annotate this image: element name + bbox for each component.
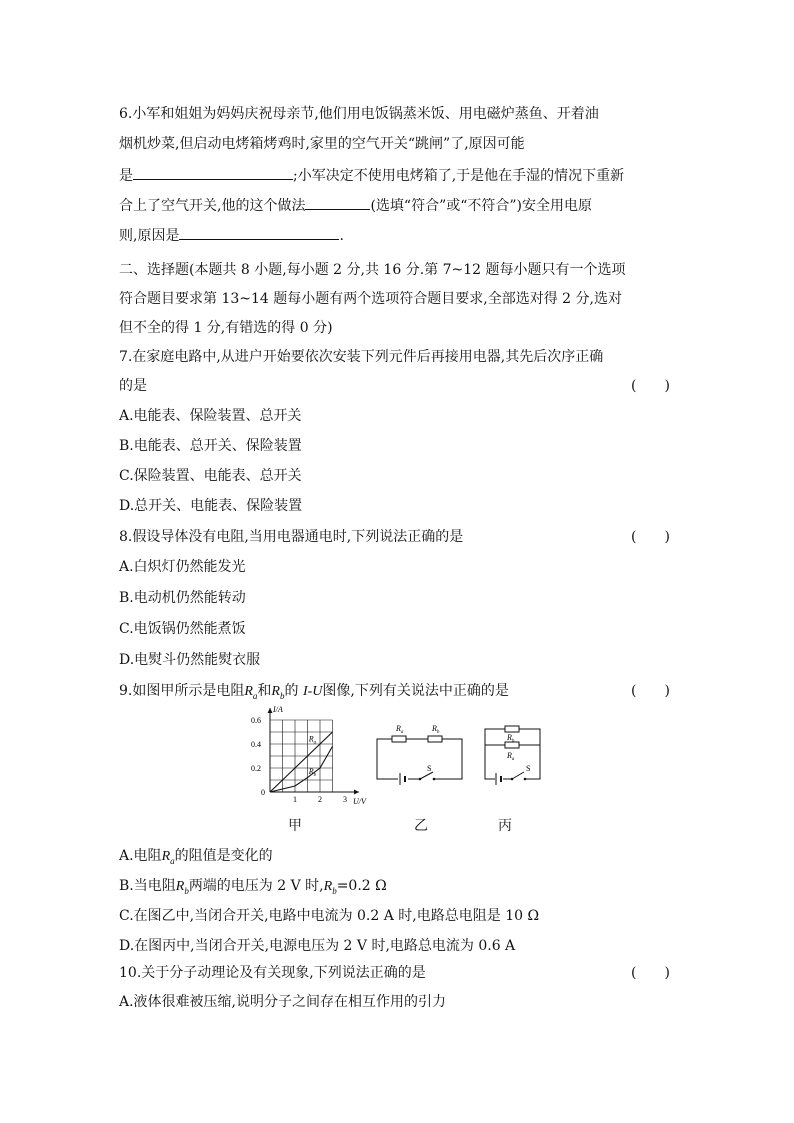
q6-text: 合上了空气开关,他的这个做法	[119, 198, 306, 214]
q9-text: 图像,下列有关说法中正确的是	[322, 683, 509, 699]
switch-label: S	[526, 764, 531, 773]
circuit-parallel	[480, 715, 545, 790]
resistor-symbol: R	[175, 879, 185, 894]
section-2-line-2: 符合题目要求第 13~14 题每小题有两个选项符合题目要求,全部选对得 2 分,选对	[119, 291, 622, 307]
iu-label: I-U	[302, 684, 323, 699]
series-line-rb	[270, 746, 333, 792]
q6-line-2: 烟机炒菜,但启动电烤箱烤鸡时,家里的空气开关“跳闸”了,原因可能	[119, 136, 525, 152]
series-label-rb: $R_b$	[308, 767, 317, 778]
q6-answer-blank-2[interactable]	[305, 194, 370, 210]
q9-option-c[interactable]: C.在图乙中,当闭合开关,电路中电流为 0.2 A 时,电路总电阻是 10 Ω	[119, 908, 540, 924]
resistor-symbol: R	[323, 879, 333, 894]
figure-label-yi: 乙	[414, 818, 428, 834]
q6-text: 是	[119, 168, 133, 184]
resistor-rb-symbol	[428, 736, 442, 742]
q10-stem: 10.关于分子动理论及有关现象,下列说法正确的是	[119, 965, 426, 981]
circuit-series	[370, 715, 470, 790]
x-axis-label: U/V	[353, 797, 366, 806]
y-axis-arrow	[268, 708, 273, 713]
q9-option-text: =0.2 Ω	[336, 878, 387, 894]
q6-line-1: 6.小军和姐姐为妈妈庆祝母亲节,他们用电饭锅蒸米饭、用电磁炉蒸鱼、开着油	[119, 106, 599, 122]
q7-stem-line-1: 7.在家庭电路中,从进户开始要依次安装下列元件后再接用电器,其先后次序正确	[119, 349, 604, 365]
q9-text: 9.如图甲所示是电阻	[119, 683, 245, 699]
q7-option-c[interactable]: C.保险装置、电能表、总开关	[119, 468, 302, 484]
resistor-subscript: b	[332, 885, 337, 896]
q10-answer-paren[interactable]: ( )	[631, 965, 670, 981]
q9-answer-paren[interactable]: ( )	[631, 683, 670, 699]
figure-label-bing: 丙	[498, 818, 512, 834]
resistor-symbol: R	[161, 849, 171, 864]
q9-text: 和	[257, 683, 272, 699]
y-axis-label: I/A	[273, 705, 283, 714]
q6-text: 则,原因是	[119, 228, 180, 244]
q6-text: (选填“符合”或“不符合”)安全用电原	[370, 198, 593, 214]
q9-option-text: B.当电阻	[119, 878, 176, 894]
section-2-line-3: 但不全的得 1 分,有错选的得 0 分)	[119, 320, 333, 336]
q8-option-d[interactable]: D.电熨斗仍然能熨衣服	[119, 652, 261, 668]
circuit-wire	[485, 729, 540, 779]
circuit-label-rb: $R_b$	[432, 724, 440, 735]
q7-option-b[interactable]: B.电能表、总开关、保险装置	[119, 438, 302, 454]
q8-answer-paren[interactable]: ( )	[631, 529, 670, 545]
y-tick-label: 0.6	[251, 716, 261, 725]
resistor-subscript: a	[170, 855, 175, 866]
resistor-subscript: b	[184, 885, 189, 896]
figure-label-jia: 甲	[288, 818, 302, 834]
q7-stem-line-2: 的是	[119, 378, 147, 394]
resistor-symbol: R	[271, 684, 280, 699]
circuit-wire	[377, 739, 462, 779]
y-tick-label: 0.2	[251, 764, 261, 773]
switch-label: S	[427, 764, 432, 773]
resistor-subscript: a	[252, 690, 258, 701]
circuit-label-ra: $R_a$	[396, 724, 404, 735]
q6-line-3	[119, 164, 624, 186]
q8-option-b[interactable]: B.电动机仍然能转动	[119, 590, 246, 606]
q7-answer-paren[interactable]: ( )	[631, 378, 670, 394]
q6-text: .	[339, 228, 344, 244]
resistor-ra-symbol	[392, 736, 406, 742]
x-tick-label: 3	[343, 795, 347, 804]
q9-option-text: 的阻值是变化的	[174, 848, 273, 864]
resistor-symbol: R	[244, 684, 253, 699]
q6-line-5	[119, 224, 344, 246]
resistor-subscript: b	[279, 690, 285, 701]
iu-chart	[240, 700, 380, 810]
q9-option-a[interactable]	[119, 846, 273, 871]
q6-text: ;小军决定不使用电烤箱了,于是他在手湿的情况下重新	[293, 168, 625, 184]
q8-option-a[interactable]: A.白炽灯仍然能发光	[119, 559, 246, 575]
x-axis-arrow	[354, 790, 359, 795]
resistor-rb-symbol	[505, 726, 519, 732]
section-2-line-1: 二、选择题(本题共 8 小题,每小题 2 分,共 16 分.第 7~12 题每小题只有一个选项	[119, 262, 626, 278]
q6-answer-blank-3[interactable]	[179, 224, 339, 240]
tick-label-origin: 0	[261, 788, 265, 797]
q6-line-4	[119, 194, 592, 216]
q7-option-a[interactable]: A.电能表、保险装置、总开关	[119, 408, 302, 424]
y-tick-label: 0.4	[251, 740, 261, 749]
q6-answer-blank-1[interactable]	[133, 164, 293, 180]
q9-text: 的	[284, 683, 299, 699]
x-tick-label: 1	[293, 795, 297, 804]
q7-option-d[interactable]: D.总开关、电能表、保险装置	[119, 498, 303, 514]
q9-option-text: A.电阻	[119, 848, 162, 864]
q8-stem: 8.假设导体没有电阻,当用电器通电时,下列说法正确的是	[119, 529, 464, 545]
circuit-label-rb: $R_b$	[507, 733, 515, 744]
series-label-ra: $R_a$	[308, 734, 317, 746]
q8-option-c[interactable]: C.电饭锅仍然能煮饭	[119, 621, 246, 637]
circuit-label-ra: $R_a$	[507, 751, 515, 762]
q9-option-text: 两端的电压为 2 V 时,	[188, 878, 324, 894]
q9-option-d[interactable]: D.在图丙中,当闭合开关,电源电压为 2 V 时,电路总电流为 0.6 A	[119, 938, 516, 954]
q9-option-b[interactable]	[119, 876, 387, 901]
x-tick-label: 2	[318, 795, 322, 804]
q10-option-a[interactable]: A.液体很难被压缩,说明分子之间存在相互作用的引力	[119, 994, 447, 1010]
